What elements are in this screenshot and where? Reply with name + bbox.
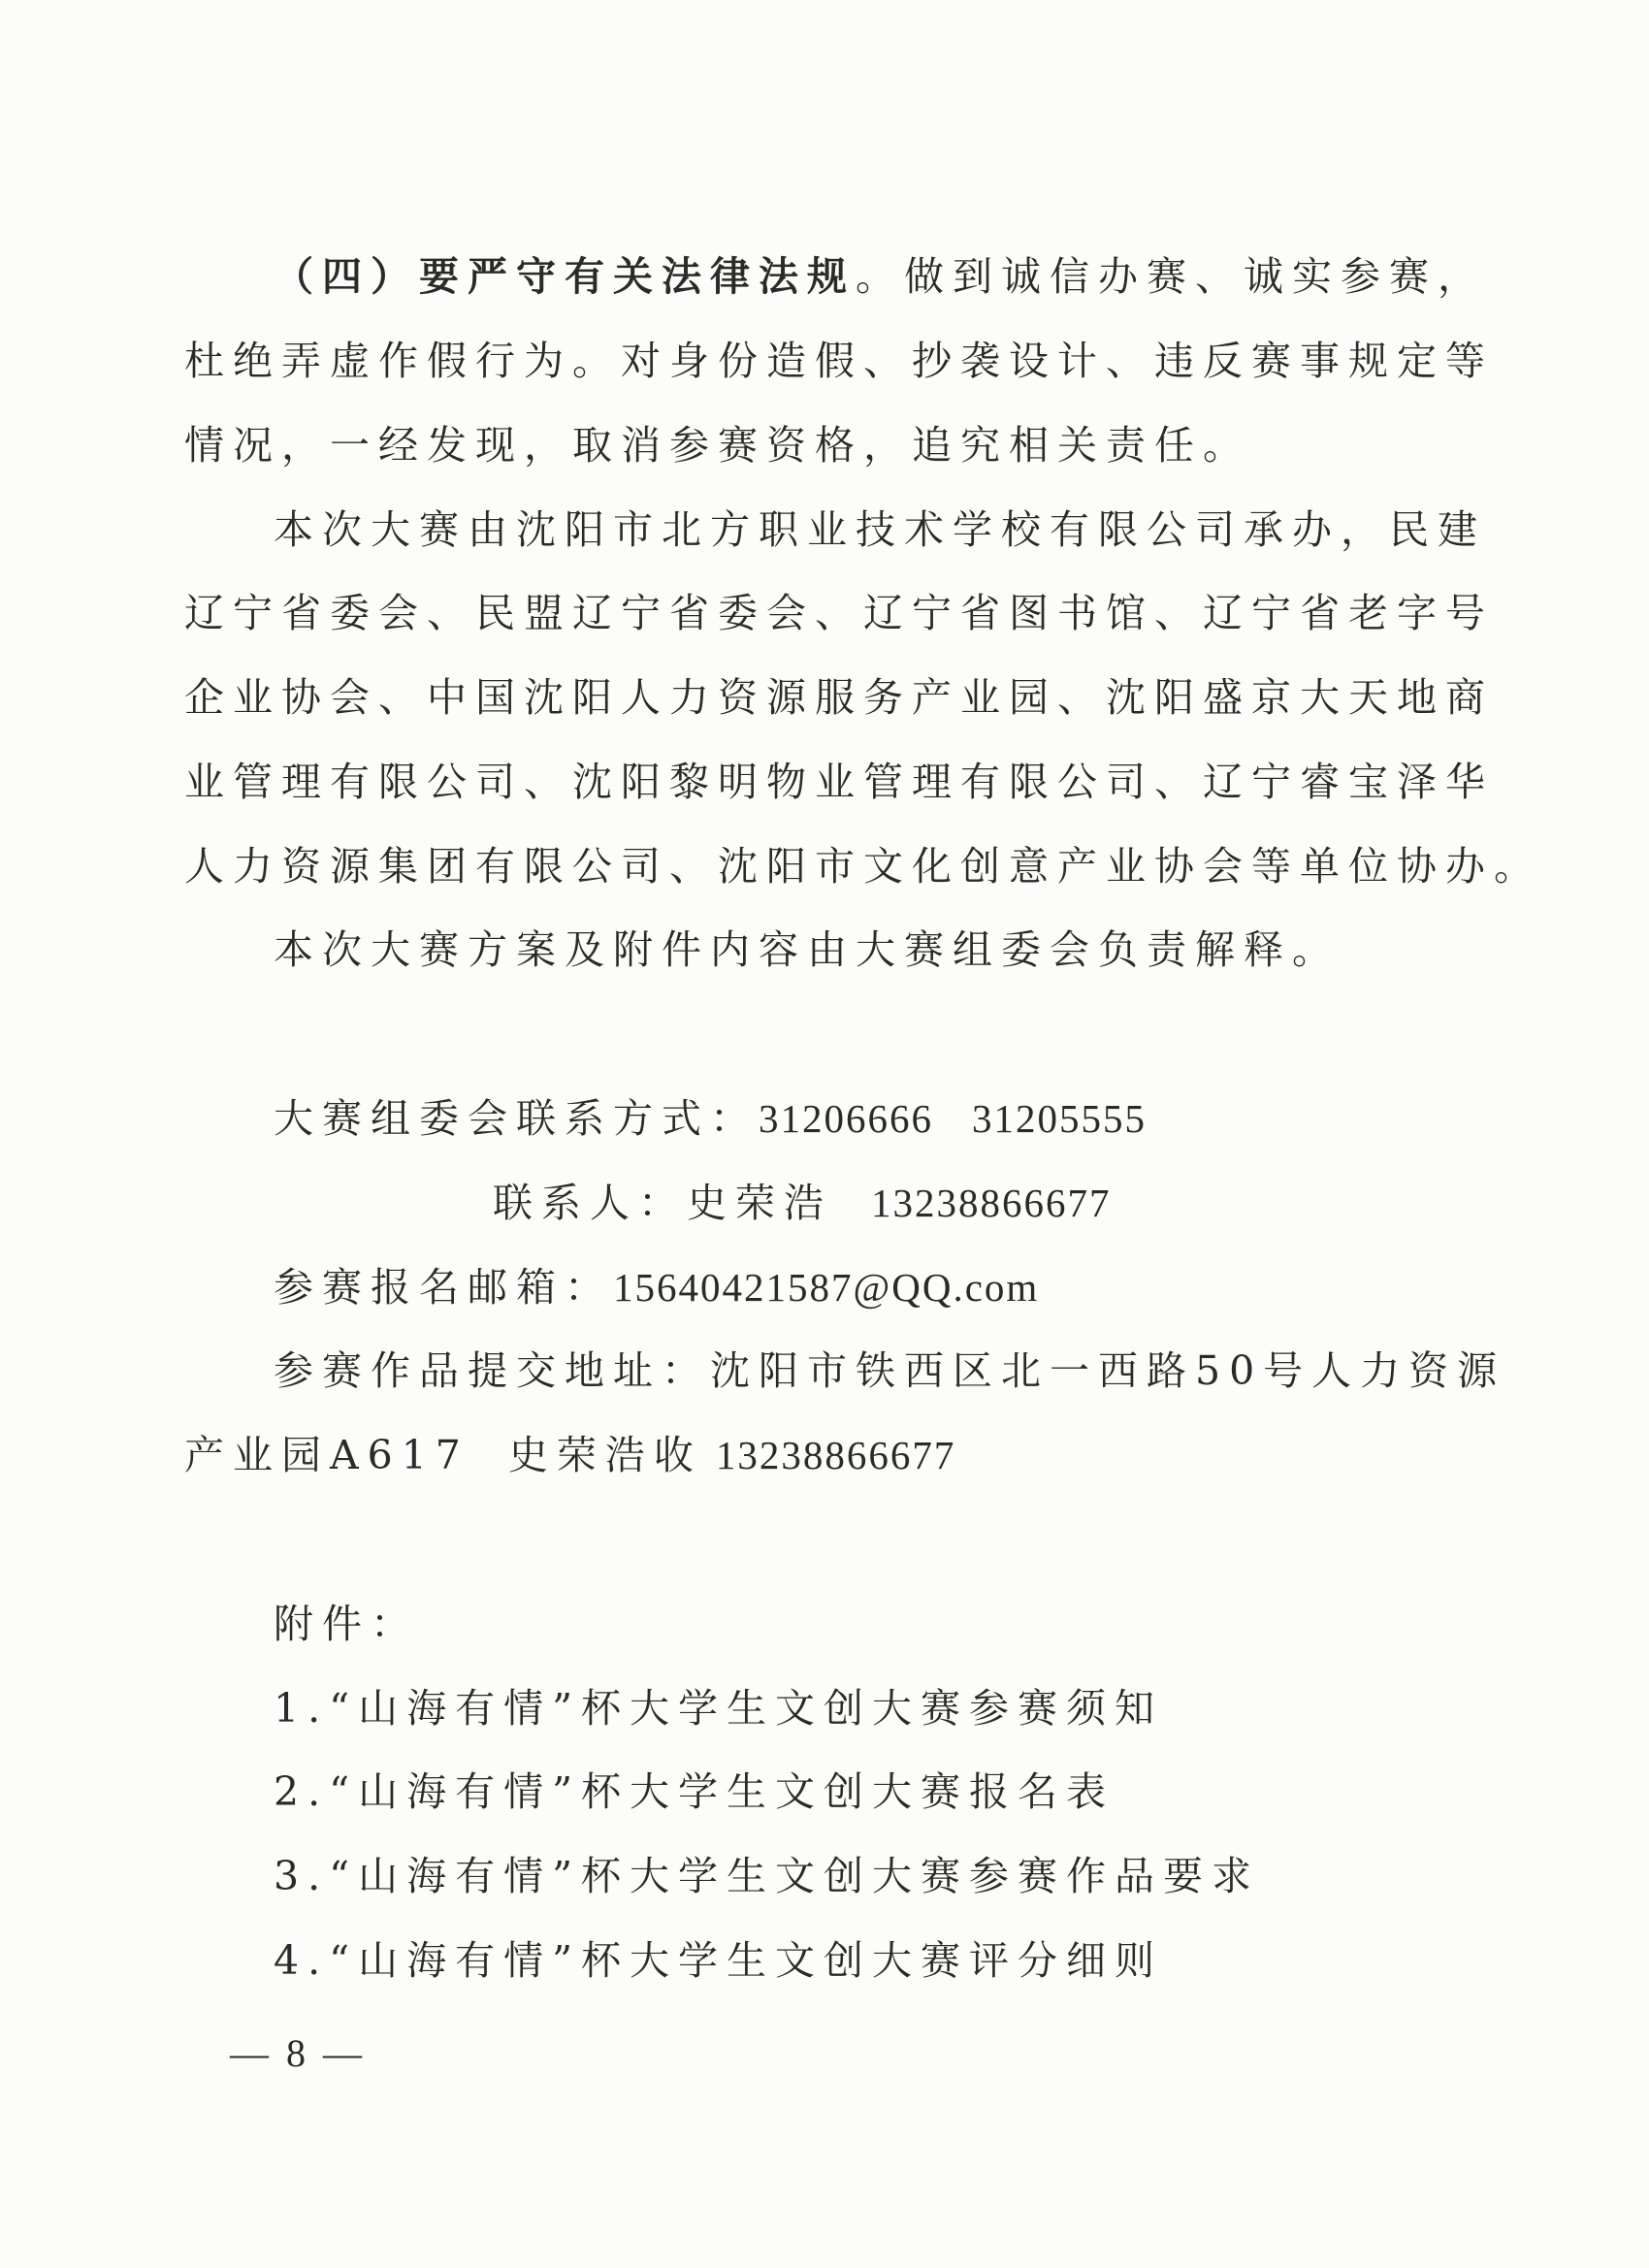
recipient-phone: 13238866677 [715, 1433, 956, 1477]
contact-label: 大赛组委会联系方式： [274, 1095, 759, 1142]
para4-heading: （四）要严守有关法律法规 [274, 253, 856, 300]
para4-line3: 情况，一经发现，取消参赛资格，追究相关责任。 [184, 422, 1251, 469]
page-number: — 8 — [230, 2031, 366, 2075]
address-label: 参赛作品提交地址： [274, 1347, 710, 1394]
organizers-line1: 本次大赛由沈阳市北方职业技术学校有限公司承办，民建 [274, 506, 1486, 553]
attachments-label: 附件： [274, 1601, 419, 1647]
contact-person-label: 联系人： [493, 1180, 687, 1226]
email-address: 15640421587@QQ.com [613, 1265, 1040, 1310]
address-line1 [274, 1347, 1506, 1394]
address-text-2: 产业园A617 [184, 1432, 469, 1478]
organizers-line2: 辽宁省委会、民盟辽宁省委会、辽宁省图书馆、辽宁省老字号 [184, 590, 1494, 636]
organizers-line5: 人力资源集团有限公司、沈阳市文化创意产业协会等单位协办。 [184, 843, 1542, 890]
para4-line1 [274, 253, 1486, 300]
para4-line1-rest: 。做到诚信办赛、诚实参赛， [856, 253, 1486, 300]
contact-person-name: 史荣浩 [687, 1180, 832, 1226]
address-line2 [184, 1432, 956, 1478]
organizers-line4: 业管理有限公司、沈阳黎明物业管理有限公司、辽宁睿宝泽华 [184, 759, 1494, 805]
email-label: 参赛报名邮箱： [274, 1264, 613, 1311]
email-line [274, 1264, 1040, 1311]
address-text-1: 沈阳市铁西区北一西路50号人力资源 [710, 1347, 1506, 1394]
contact-person-phone: 13238866677 [871, 1181, 1112, 1225]
para4-line2: 杜绝弄虚作假行为。对身份造假、抄袭设计、违反赛事规定等 [184, 338, 1494, 384]
organizers-line3: 企业协会、中国沈阳人力资源服务产业园、沈阳盛京大天地商 [184, 674, 1494, 721]
recipient-name: 史荣浩收 [507, 1432, 702, 1478]
attachment-item-4: 4.“山海有情”杯大学生文创大赛评分细则 [274, 1937, 1164, 1984]
contact-line [274, 1095, 1147, 1142]
interpretation-line: 本次大赛方案及附件内容由大赛组委会负责解释。 [274, 926, 1341, 973]
contact-phone-1: 31206666 [759, 1096, 933, 1141]
attachment-item-1: 1.“山海有情”杯大学生文创大赛参赛须知 [274, 1685, 1164, 1732]
attachment-item-2: 2.“山海有情”杯大学生文创大赛报名表 [274, 1768, 1116, 1815]
contact-person-line [493, 1180, 1112, 1226]
contact-phone-2: 31205555 [972, 1096, 1147, 1141]
attachment-item-3: 3.“山海有情”杯大学生文创大赛参赛作品要求 [274, 1853, 1261, 1899]
